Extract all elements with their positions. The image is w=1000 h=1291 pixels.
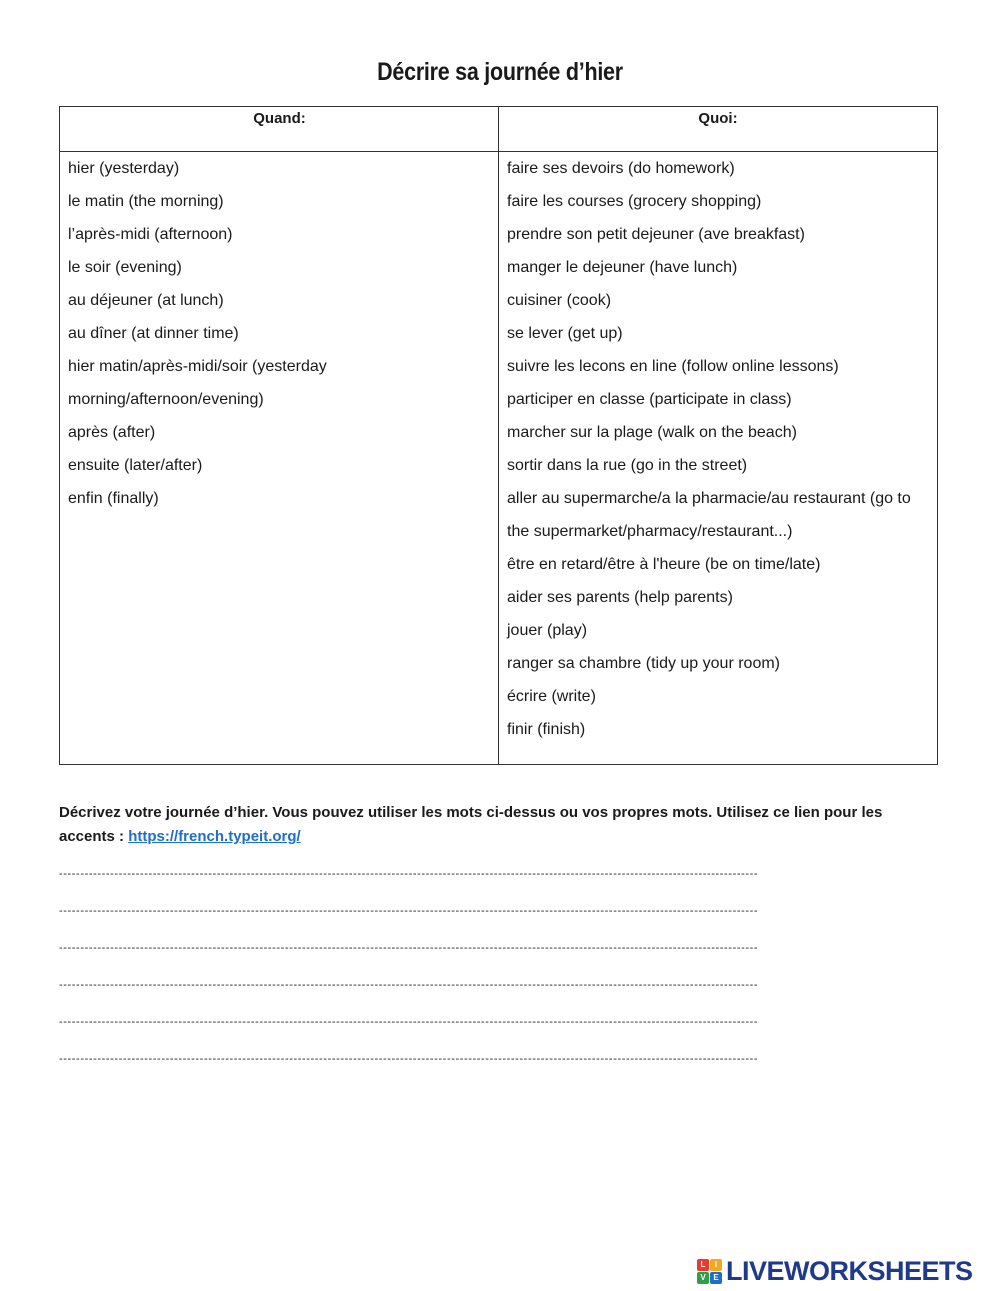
logo-text: LIVEWORKSHEETS [726,1255,973,1286]
answer-line[interactable]: -------------------------------------------------------------------------------------------------------------------------------------------------------------------- [59,1053,759,1065]
instructions-text: Décrivez votre journée d’hier. Vous pouvez utiliser les mots ci-dessus ou vos propres mots. Utilisez ce lien pour les accents : [59,804,883,845]
quoi-item: jouer (play) [507,622,588,639]
quoi-item: écrire (write) [507,688,596,705]
quoi-item: the supermarket/pharmacy/restaurant...) [507,523,793,540]
liveworksheets-logo [697,1254,973,1288]
quand-item: le soir (evening) [68,259,182,276]
answer-line[interactable]: -------------------------------------------------------------------------------------------------------------------------------------------------------------------- [59,905,759,917]
quoi-item: faire ses devoirs (do homework) [507,160,735,177]
quoi-item: manger le dejeuner (have lunch) [507,259,738,276]
quoi-column [507,152,937,746]
accents-link[interactable]: https://french.typeit.org/ [128,828,301,845]
quand-item: hier (yesterday) [68,160,180,177]
quand-column [68,152,488,515]
quoi-item: cuisiner (cook) [507,292,612,309]
quoi-item: finir (finish) [507,721,586,738]
header-quand: Quand: [253,110,306,127]
answer-line[interactable]: -------------------------------------------------------------------------------------------------------------------------------------------------------------------- [59,979,759,991]
quoi-item: ranger sa chambre (tidy up your room) [507,655,780,672]
quoi-item: être en retard/être à l'heure (be on time/late) [507,556,821,573]
answer-line[interactable]: -------------------------------------------------------------------------------------------------------------------------------------------------------------------- [59,868,759,880]
instructions [59,801,939,849]
answer-line[interactable]: -------------------------------------------------------------------------------------------------------------------------------------------------------------------- [59,942,759,954]
logo-icon-tile: V [697,1272,709,1284]
logo-icon [697,1259,722,1284]
quand-item: enfin (finally) [68,490,159,507]
logo-icon-tile: L [697,1259,709,1271]
quand-item: l’après-midi (afternoon) [68,226,233,243]
quoi-item: prendre son petit dejeuner (ave breakfast) [507,226,805,243]
quand-item: ensuite (later/after) [68,457,203,474]
quand-item: au déjeuner (at lunch) [68,292,224,309]
quoi-item: faire les courses (grocery shopping) [507,193,762,210]
logo-icon-tile: E [710,1272,722,1284]
quand-item: après (after) [68,424,156,441]
quand-item: au dîner (at dinner time) [68,325,239,342]
quoi-item: sortir dans la rue (go in the street) [507,457,748,474]
quoi-item: marcher sur la plage (walk on the beach) [507,424,797,441]
quand-item: morning/afternoon/evening) [68,391,264,408]
header-quoi: Quoi: [698,110,738,127]
quoi-item: participer en classe (participate in class) [507,391,792,408]
quoi-item: se lever (get up) [507,325,623,342]
quoi-item: suivre les lecons en line (follow online lessons) [507,358,839,375]
page-title: Décrire sa journée d’hier [377,58,623,86]
quand-item: le matin (the morning) [68,193,224,210]
quoi-item: aller au supermarche/a la pharmacie/au restaurant (go to [507,490,911,507]
answer-lines [59,862,904,1084]
quoi-item: aider ses parents (help parents) [507,589,733,606]
answer-line[interactable]: -------------------------------------------------------------------------------------------------------------------------------------------------------------------- [59,1016,759,1028]
quand-item: hier matin/après-midi/soir (yesterday [68,358,327,375]
vocabulary-table [59,106,938,765]
logo-icon-tile: I [710,1259,722,1271]
column-divider [498,107,499,764]
